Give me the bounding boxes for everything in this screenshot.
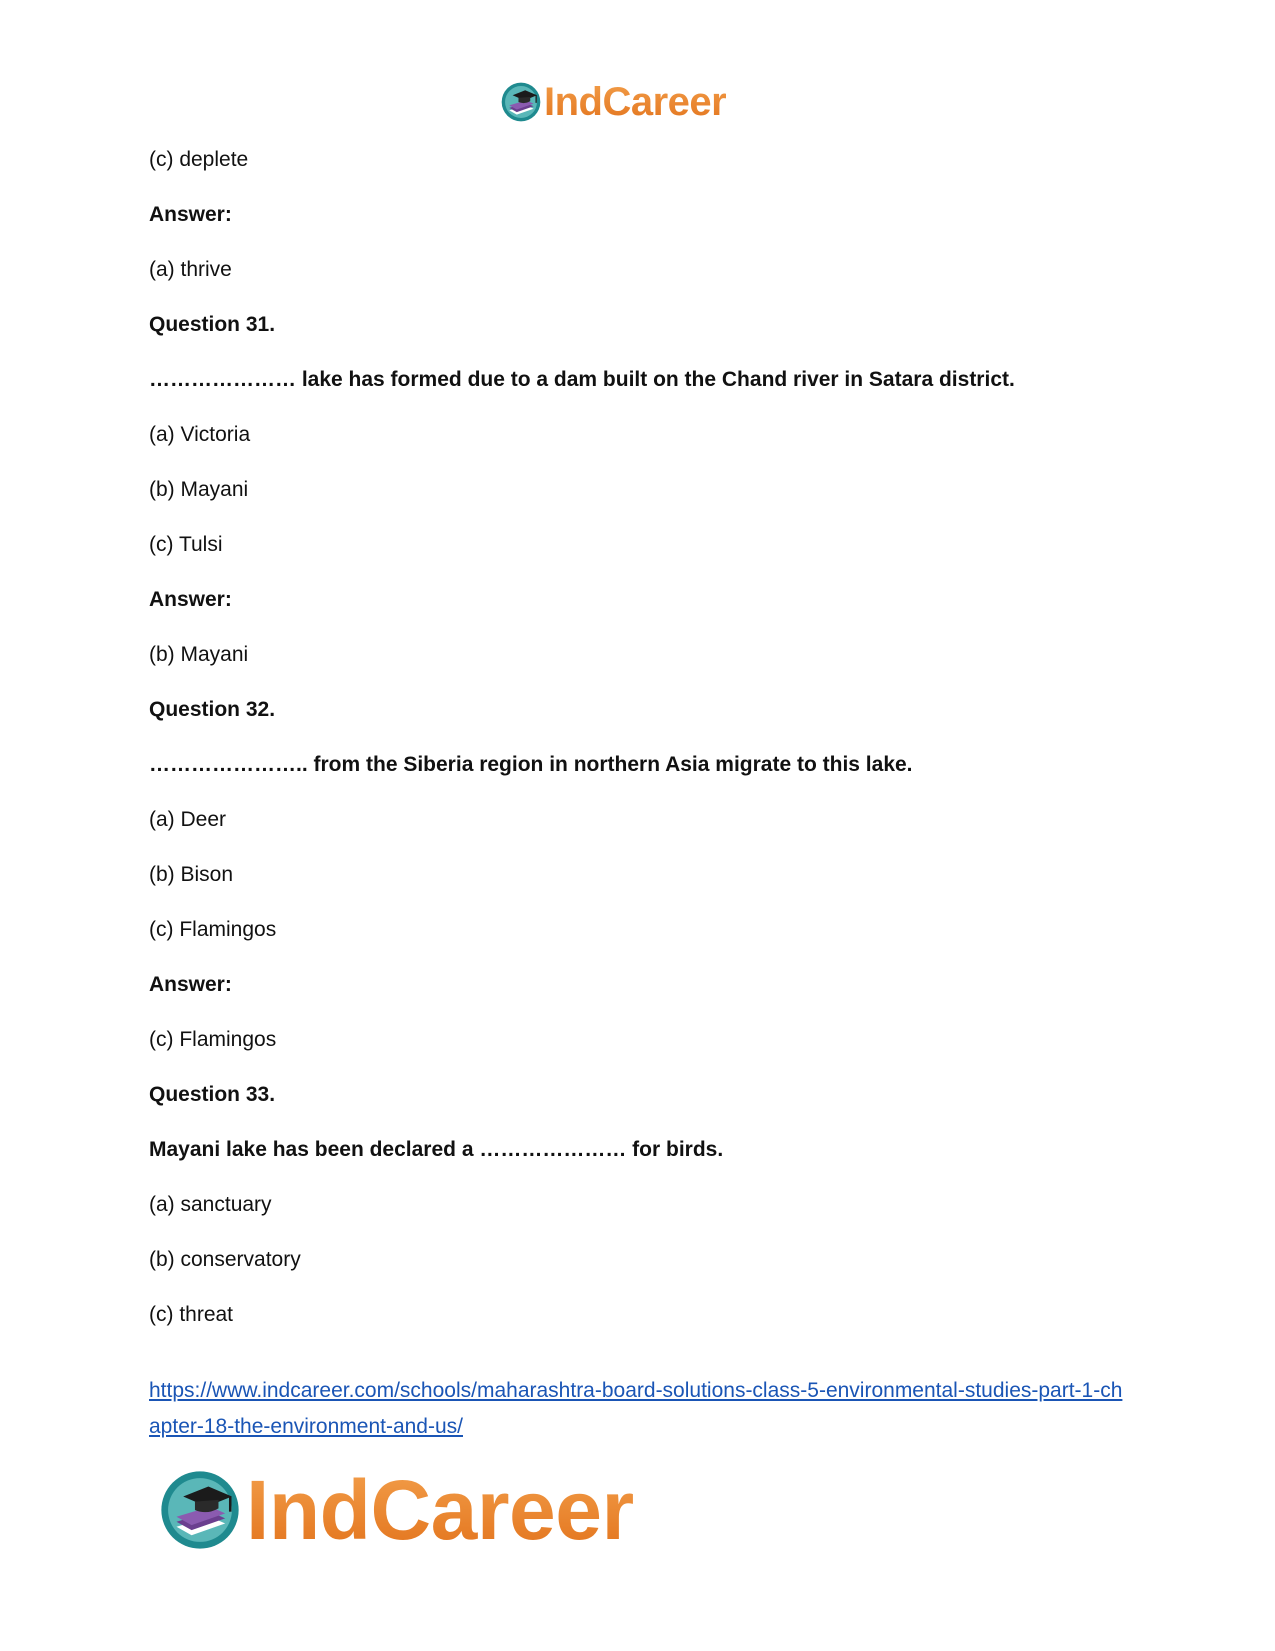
graduation-book-icon bbox=[158, 1468, 242, 1552]
logo-text: IndCareer bbox=[246, 1463, 634, 1557]
option-line: (b) Mayani bbox=[149, 643, 249, 666]
option-line: (c) threat bbox=[149, 1303, 234, 1326]
option-line: (b) Bison bbox=[149, 863, 234, 886]
heading-line: Answer: bbox=[149, 588, 232, 611]
graduation-book-icon bbox=[500, 81, 542, 123]
heading-line: Mayani lake has been declared a ………………… for birds. bbox=[149, 1138, 724, 1161]
source-link[interactable]: https://www.indcareer.com/schools/maharashtra-board-solutions-class-5-environmental-studies-part-1-chapter-18-the-environment-and-us/ bbox=[149, 1379, 1123, 1438]
option-line: (a) Victoria bbox=[149, 423, 251, 446]
option-line: (a) sanctuary bbox=[149, 1193, 272, 1216]
option-line: (b) conservatory bbox=[149, 1248, 301, 1271]
heading-line: ………………… lake has formed due to a dam built on the Chand river in Satara district. bbox=[149, 368, 1015, 391]
option-line: (c) deplete bbox=[149, 148, 249, 171]
option-line: (c) Flamingos bbox=[149, 1028, 277, 1051]
logo-text: IndCareer bbox=[544, 80, 727, 124]
heading-line: Question 31. bbox=[149, 313, 276, 336]
option-line: (c) Tulsi bbox=[149, 533, 223, 556]
footer-logo bbox=[158, 1462, 634, 1558]
heading-line: Question 32. bbox=[149, 698, 276, 721]
option-line: (a) Deer bbox=[149, 808, 227, 831]
option-line: (c) Flamingos bbox=[149, 918, 277, 941]
heading-line: Question 33. bbox=[149, 1083, 276, 1106]
option-line: (b) Mayani bbox=[149, 478, 249, 501]
option-line: (a) thrive bbox=[149, 258, 232, 281]
heading-line: Answer: bbox=[149, 203, 232, 226]
header-logo bbox=[500, 78, 726, 126]
heading-line: Answer: bbox=[149, 973, 232, 996]
heading-line: ………………….. from the Siberia region in northern Asia migrate to this lake. bbox=[149, 753, 913, 776]
